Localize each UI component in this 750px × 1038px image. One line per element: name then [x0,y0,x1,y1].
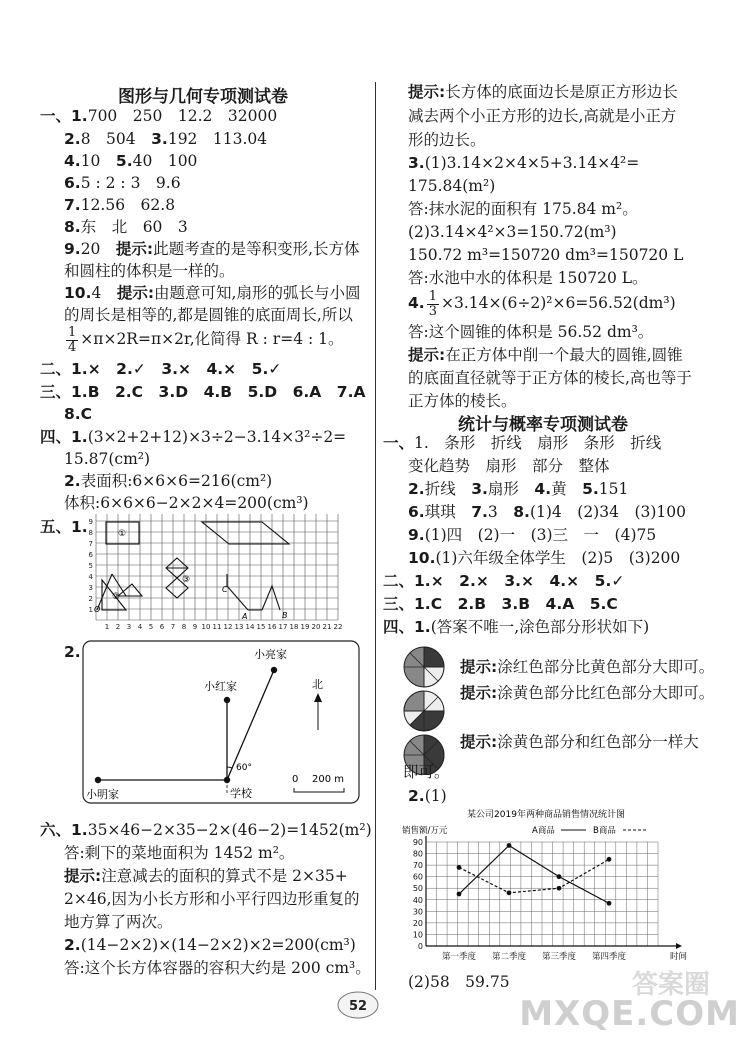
chart-y-tick: 80 [412,849,423,859]
pie3-tip2: 即可。 [403,763,450,781]
left-s1-row4: 6.5 : 2 : 3 9.6 [64,174,181,192]
line-chart [396,808,696,972]
right-s4-q2b: (2)58 59.75 [408,973,510,991]
left-s4-row3: 2.表面积:6×6×6=216(cm²) [64,472,273,490]
grid-x-tick: 3 [126,623,132,631]
right-q3-row6: 答:水池中水的体积是 150720 L。 [408,269,648,287]
left-title: 图形与几何专项测试卷 [118,87,288,107]
north-arrowhead-icon [314,693,322,702]
left-s1-row6: 8.东 北 60 3 [64,218,188,236]
left-s6-row7: 答:这个长方体容器的容积大约是 200 cm³。 [64,959,371,977]
watermark: MXQE.COM [519,994,740,1034]
right-q4-row3: 提示:在正方体中削一个最大的圆锥,圆锥 [408,346,683,364]
grid-label-1: ① [118,529,127,539]
chart-x-tick: 第三季度 [541,952,577,962]
left-s2: 二、1.× 2.✓ 3.× 4.× 5.✓ [40,360,282,378]
left-s1-row10: 的周长是相等的,都是圆锥的底面周长,所以 [64,306,353,324]
grid-label-o: O [94,605,101,614]
grid-x-tick: 12 [223,623,233,631]
right-s2: 二、1.× 2.× 3.× 4.× 5.✓ [383,572,625,590]
right-s1-row1: 一、1. 条形 折线 扇形 条形 折线 [383,434,662,452]
grid-x-tick: 6 [159,623,165,631]
right-q4-row4: 的底面直径就等于正方体的棱长,高也等于 [408,369,692,387]
xiaoming-label: 小明家 [86,788,119,801]
grid-x-tick: 20 [311,623,321,631]
left-s6-row2: 答:剩下的菜地面积为 1452 m²。 [64,844,295,862]
pie-1 [404,647,444,687]
chart-x-arrow-icon [676,943,682,949]
left-s5-label: 五、1. [40,518,88,536]
chart-y-tick: 70 [412,861,423,871]
chart-y-tick: 40 [412,895,423,905]
left-s1-row2: 2.8 504 3.192 113.04 [64,130,268,148]
right-s4-q2: 2.(1) [408,787,447,805]
left-s3: 三、1.B 2.C 3.D 4.B 5.D 6.A 7.A [40,383,366,401]
school-label: 学校 [230,787,252,800]
grid-label-2: ② [112,592,121,602]
chart-point [607,857,612,862]
grid-x-tick: 22 [333,623,342,631]
grid-x-tick: 5 [148,623,154,631]
pie-2 [404,691,444,731]
grid-x-tick: 19 [300,623,310,631]
grid-x-tick: 17 [278,623,288,631]
right-q3-row2: 175.84(m²) [408,177,496,195]
xiaoliang-label: 小亮家 [254,648,287,661]
legend-b-label: B商品 [593,826,616,836]
right-q3-row3: 答:抹水泥的面积有 175.84 m²。 [408,200,638,218]
grid-y-tick: 2 [88,595,93,603]
grid-x-tick: 4 [137,623,143,631]
grid-x-tick: 10 [201,623,211,631]
left-s1-row8: 和圆柱的体积是一样的。 [64,262,235,280]
chart-y-tick: 50 [412,884,423,894]
grid-figure [82,514,342,636]
right-s1-row6: 10.(1)六年级全体学生 (2)5 (3)200 [408,549,681,567]
grid-x-tick: 14 [245,623,255,631]
chart-point [507,890,512,895]
legend-a-label: A商品 [532,826,555,836]
column-divider [375,82,376,990]
chart-series-line [459,845,609,903]
left-s1-row9: 10.4 提示:由题意可知,扇形的弧长与小圆 [64,284,361,302]
left-s3-row2: 8.C [64,405,93,423]
left-s6-row5: 地方算了两次。 [64,913,173,931]
grid-y-tick: 6 [88,551,93,559]
xiaohong-point [224,697,230,703]
grid-x-tick: 11 [212,623,222,631]
grid-y-tick: 5 [88,562,93,570]
xiaoliang-point [271,667,277,673]
grid-y-tick [84,514,93,515]
watermark-cn: 答案圈 [631,970,710,1000]
parallelogram-shape [202,522,289,544]
scale-length: 200 m [312,774,345,785]
right-top-row2: 减去两个小正方形的边长,高就是小正方 [408,107,677,125]
left-s6-row6: 2.(14−2×2)×(14−2×2)×2=200(cm³) [64,936,356,954]
chart-xlabel: 时间 [670,952,688,962]
map-figure [82,640,360,804]
chart-y-tick: 30 [412,907,423,917]
chart-legend [532,825,648,836]
grid-x-tick: 8 [181,623,187,631]
grid-x-tick: 9 [192,623,198,631]
chart-point [607,901,612,906]
grid-y-tick: 9 [88,518,93,526]
chart-point [457,865,462,870]
right-s1-row3: 2.折线 3.扇形 4.黄 5.151 [408,480,629,498]
chart-ylabel: 销售额/万元 [402,826,448,836]
chart-x-tick: 第二季度 [491,952,527,962]
pie2-tip: 提示:涂黄色部分比红色部分大即可。 [460,684,715,702]
chart-y-tick: 20 [412,918,423,928]
right-q4-row1: 4. $\frac{1}{3}$ ×3.14×(6÷2)²×6=56.52(dm³) [408,288,676,319]
chart-title: 某公司2019年两种商品销售情况统计图 [467,810,625,820]
left-s1-row5: 7.12.56 62.8 [64,196,176,214]
chart-point [507,843,512,848]
left-s1-row7: 9.20 提示:此题考查的是等积变形,长方体 [64,240,360,258]
right-q3-row1: 3.(1)3.14×2×4×5+3.14×4²= [408,154,640,172]
xiaoming-point [95,777,101,783]
left-s6-row4: 2×46,因为小长方形和小平行四边形重复的 [64,890,360,908]
right-s4-row1: 四、1.(答案不唯一,涂色部分形状如下) [383,618,650,636]
page-number-text: 52 [348,999,368,1014]
scale-bar [294,788,344,792]
pie3-tip: 提示:涂黄色部分和红色部分一样大 [460,733,699,751]
grid-x-tick: 21 [322,623,332,631]
right-top-row3: 形的边长。 [408,131,486,149]
angle-label: 60° [236,763,252,773]
right-s1-row2: 变化趋势 扇形 部分 整体 [408,457,610,475]
right-s1-row5: 9.(1)四 (2)一 (3)三 一 (4)75 [408,526,657,544]
page-number [336,990,380,1020]
chart-point [557,874,562,879]
grid-y-tick: 1 [88,606,93,614]
chart-y-tick: 90 [412,838,423,847]
grid-y-tick: 7 [88,540,93,548]
grid-x-tick: 1 [104,623,110,631]
chart-point [457,892,462,897]
grid-x-tick: 15 [256,623,266,631]
grid-x-tick: 18 [289,623,299,631]
north-label: 北 [312,678,323,691]
right-top-row1: 提示:长方体的底面边长是原正方形边长 [408,83,678,101]
left-s1-row1: 一、1.700 250 12.2 32000 [40,107,278,125]
right-q4-row2: 答:这个圆锥的体积是 56.52 dm³。 [408,323,654,341]
right-q3-row5: 150.72 m³=150720 dm³=150720 L [408,246,684,264]
left-s5-q2: 2. [64,643,81,661]
grid-label-b: B [282,611,288,620]
chart-y-tick: 60 [412,872,423,882]
pie-figures [402,645,450,775]
left-s1-row3: 4.10 5.40 100 [64,152,198,170]
chart-series-line [459,859,609,893]
grid-x-tick: 2 [115,623,121,631]
grid-y-tick: 4 [88,573,93,581]
school-point [224,777,230,783]
right-title: 统计与概率专项测试卷 [458,415,628,435]
right-s1-row4: 6.琪琪 7.3 8.(1)4 (2)34 (3)100 [408,503,686,521]
grid-y-tick: 8 [88,529,93,537]
grid-x-tick: 16 [267,623,277,631]
left-s1-row11: $\frac{1}{4}$ ×π×2R=π×2r,化简得 R : r=4 : 1。 [68,324,344,355]
left-s4-row1: 四、1.(3×2+2+12)×3÷2−3.14×3²÷2= [40,428,347,446]
right-s3: 三、1.C 2.B 3.B 4.A 5.C [383,595,618,613]
chart-y-tick: 0 [417,942,423,951]
grid-y-tick: 3 [88,584,93,592]
chart-point [557,886,562,891]
scale-zero: 0 [292,774,299,785]
grid-x-tick: 7 [170,623,176,631]
left-s4-row4: 体积:6×6×6−2×2×4=200(cm³) [64,494,309,512]
left-s4-row2: 15.87(cm²) [64,450,151,468]
left-s6-row3: 提示:注意减去的面积的算式不是 2×35+ [64,867,348,885]
grid-label-a: A [242,612,248,621]
chart-y-tick: 10 [412,930,423,940]
right-q4-row5: 正方体的棱长。 [408,392,517,410]
grid-label-3: ③ [182,575,191,585]
chart-x-tick: 第四季度 [591,952,627,962]
chart-x-tick: 第一季度 [441,952,477,962]
xiaohong-label: 小红家 [204,680,237,693]
pie1-tip: 提示:涂红色部分比黄色部分大即可。 [460,658,715,676]
right-q3-row4: (2)3.14×4²×3=150.72(m³) [408,223,617,241]
left-s6-row1: 六、1.35×46−2×35−2×(46−2)=1452(m²) [40,821,372,839]
grid-x-tick: 13 [234,623,244,631]
grid-label-c: C [222,585,228,594]
